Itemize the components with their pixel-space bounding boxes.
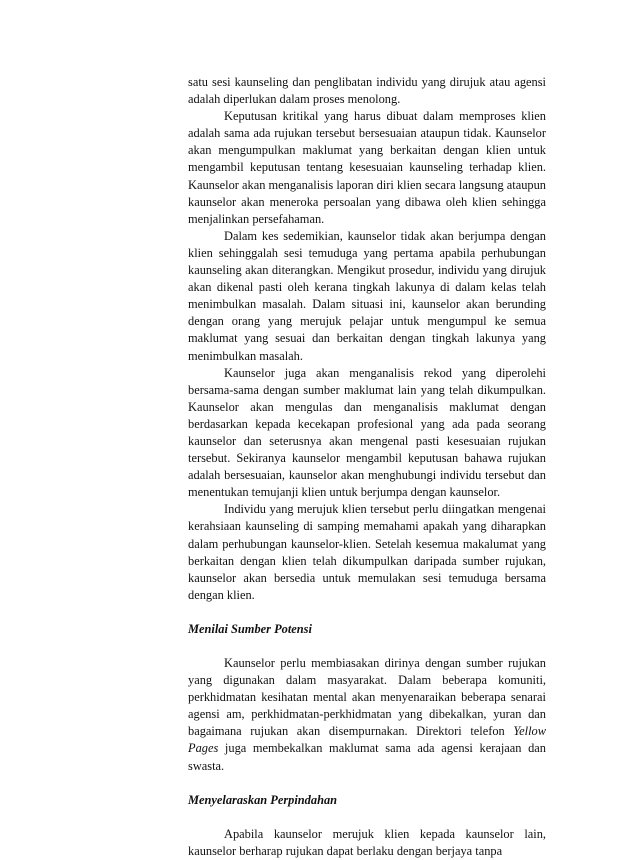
section-gap bbox=[188, 775, 546, 792]
section-gap bbox=[188, 604, 546, 621]
section-heading-menilai-sumber-potensi: Menilai Sumber Potensi bbox=[188, 621, 312, 636]
paragraph-kerahsiaan: Individu yang merujuk klien tersebut perlu diingatkan mengenai kerahsiaan kaunseling di samping memahami apakah yang diharapkan dalam perhubungan kaunselor-klien. Setelah kesemua makalumat yang berkaitan dengan klien telah dikumpulkan daripada sumber rujukan, kaunselor akan bersedia untuk memulakan sesi temuduga bersama dengan klien. bbox=[188, 502, 546, 602]
paragraph-analisis-rekod: Kaunselor juga akan menganalisis rekod yang diperolehi bersama-sama dengan sumber maklumat lain yang telah dikumpulkan. Kaunselor akan mengulas dan menganalisis maklumat dengan berdasarkan kepada kecekapan profesional yang ada pada seorang kaunselor dan seterusnya akan mengenal pasti kesesuaian rujukan tersebut. Sekiranya kaunselor mengambil keputusan bahawa rujukan adalah bersesuaian, kaunselor akan menghubungi individu tersebut dan menentukan temujanji klien untuk berjumpa dengan kaunselor. bbox=[188, 365, 546, 500]
paragraph-text: juga membekalkan maklumat sama ada agensi kerajaan dan swasta. bbox=[188, 741, 546, 773]
paragraph-sumber-rujukan bbox=[188, 655, 546, 775]
document-page bbox=[188, 74, 546, 860]
yellow-pages-italic: Yellow Pages bbox=[188, 724, 546, 756]
paragraph-continuation: satu sesi kaunseling dan penglibatan individu yang dirujuk atau agensi adalah diperlukan dalam proses menolong. bbox=[188, 75, 546, 107]
section-heading-menyelaraskan-perpindahan: Menyelaraskan Perpindahan bbox=[188, 792, 338, 807]
paragraph-kes-sedemikian: Dalam kes sedemikian, kaunselor tidak akan berjumpa dengan klien sehinggalah sesi temuduga yang pertama apabila perhubungan kaunseling akan diterangkan. Mengikut prosedur, individu yang dirujuk akan dikenal pasti oleh kerana tingkah lakunya di dalam kelas telah menimbulkan masalah. Dalam situasi ini, kaunselor akan berunding dengan orang yang merujuk pelajar untuk mengumpul ke semua maklumat yang sesuai dan berkaitan dengan tingkah lakunya yang menimbulkan masalah. bbox=[188, 228, 546, 363]
paragraph-text: Kaunselor perlu membiasakan dirinya dengan sumber rujukan yang digunakan dalam masyarakat. Dalam beberapa komuniti, perkhidmatan kesihatan mental akan menyenaraikan beberapa senarai agensi am, perkhidmatan-perkhidmatan yang dibekalkan, yuran dan bagaimana rujukan akan disempurnakan. Direktori telefon bbox=[188, 656, 546, 739]
paragraph-rujukan-berjaya: Apabila kaunselor merujuk klien kepada kaunselor lain, kaunselor berharap rujukan dapat berlaku dengan berjaya tanpa bbox=[188, 826, 546, 858]
section-gap bbox=[188, 638, 546, 655]
paragraph-keputusan-kritikal: Keputusan kritikal yang harus dibuat dalam memproses klien adalah sama ada rujukan tersebut bersesuaian ataupun tidak. Kaunselor akan mengumpulkan maklumat yang berkaitan dengan klien untuk mengambil keputusan tentang kesesuaian kaunseling terhadap klien. Kaunselor akan menganalisis laporan diri klien secara langsung ataupun kaunselor akan meneroka persoalan yang dibawa oleh klien sehingga menjalinkan persefahaman. bbox=[188, 109, 546, 226]
section-gap bbox=[188, 809, 546, 826]
